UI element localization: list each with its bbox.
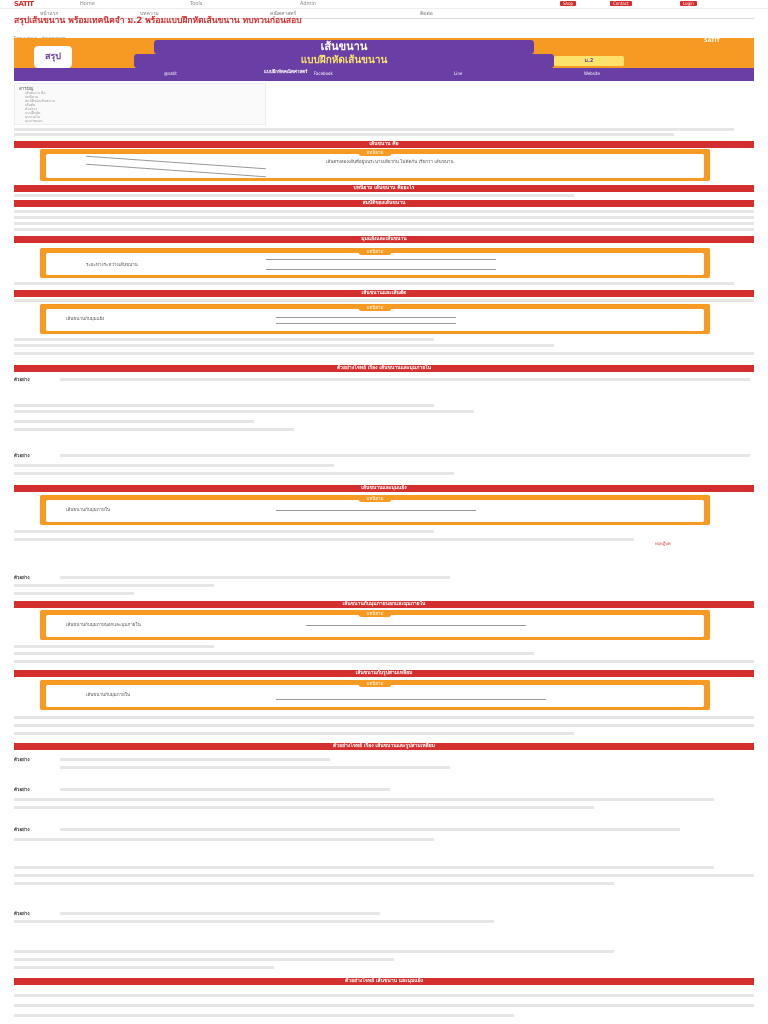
- topbar-link[interactable]: Home: [80, 1, 95, 7]
- example-label: ตัวอย่าง: [14, 758, 30, 763]
- banner-grade-tag: ม.2: [554, 56, 624, 66]
- definition-box: [40, 680, 710, 710]
- definition-body: [46, 253, 704, 275]
- definition-text: เส้นขนานกับมุมภายนอกและมุมภายใน: [66, 623, 141, 628]
- nav-item-contact[interactable]: ติดต่อ: [420, 11, 433, 17]
- text-line: [14, 950, 614, 953]
- diagram-line: [276, 323, 456, 324]
- example-label: ตัวอย่าง: [14, 788, 30, 793]
- section-header: [14, 365, 754, 372]
- text-line: [14, 228, 754, 231]
- page-title: สรุปเส้นขนาน พร้อมเทคนิคจำ ม.2 พร้อมแบบฝึกหัดเส้นขนาน ทบทวนก่อนสอบ: [14, 16, 302, 26]
- text-line: [14, 282, 734, 285]
- table-of-contents: [14, 83, 266, 125]
- definition-body: [46, 309, 704, 331]
- text-line: [14, 592, 134, 595]
- toc-link[interactable]: สมบัติของเส้นขนาน: [25, 99, 56, 103]
- definition-label: บทนิยาม: [358, 610, 391, 617]
- text-line: [14, 1004, 754, 1007]
- text-line: [14, 420, 254, 423]
- toc-link[interactable]: เส้นขนาน คือ: [25, 91, 46, 95]
- definition-label: บทนิยาม: [358, 149, 391, 156]
- shop-button[interactable]: Shop: [560, 1, 576, 6]
- text-line: [14, 732, 574, 735]
- text-line: [60, 788, 390, 791]
- banner-social: Facebook: [314, 71, 333, 76]
- text-line: [14, 128, 734, 131]
- diagram-line: [276, 317, 456, 318]
- section-title: เส้นขนานและเส้นตัด: [361, 290, 407, 296]
- text-line: [14, 584, 214, 587]
- section-title: ตัวอย่างโจทย์ เส้นขนาน และมุมแย้ง: [345, 978, 423, 984]
- banner-caption: แบบฝึกหัดคณิตศาสตร์: [264, 70, 308, 75]
- text-line: [14, 838, 434, 841]
- text-line: [14, 530, 434, 533]
- example-label: ตัวอย่าง: [14, 828, 30, 833]
- definition-text: เส้นตรงสองเส้นที่อยู่บนระนาบเดียวกัน ไม่ตัดกัน เรียกว่า เส้นขนาน: [326, 160, 454, 165]
- text-line: [14, 194, 574, 197]
- section-header: [14, 485, 754, 492]
- definition-label: บทนิยาม: [358, 248, 391, 255]
- definition-label: บทนิยาม: [358, 495, 391, 502]
- text-line: [14, 299, 754, 302]
- text-line: [60, 378, 750, 381]
- text-line: [14, 882, 614, 885]
- text-line: [14, 652, 534, 655]
- text-line: [14, 966, 274, 969]
- text-line: [14, 994, 754, 997]
- section-title: เส้นขนาน คือ: [369, 141, 399, 147]
- toc-link[interactable]: ตัวอย่าง: [25, 107, 38, 111]
- text-line: [14, 806, 594, 809]
- theorem-tag: ทฤษฎีบท: [655, 541, 671, 546]
- text-line: [14, 716, 754, 719]
- section-header: [14, 978, 754, 985]
- definition-text: เส้นขนานกับมุมภายใน: [66, 508, 111, 513]
- section-header: [14, 141, 754, 148]
- text-line: [14, 404, 434, 407]
- toc-link[interactable]: มุมภายนอก: [25, 119, 43, 123]
- text-line: [14, 210, 754, 213]
- section-title: ตัวอย่างโจทย์ เรื่อง เส้นขนานและรูปสามเหลี่ยม: [333, 743, 435, 749]
- banner-social: Website: [584, 71, 600, 76]
- definition-box: [40, 248, 710, 278]
- section-title: บทนิยาม เส้นขนาน คืออะไร: [353, 185, 415, 191]
- section-header: [14, 185, 754, 192]
- toc-link[interactable]: มุมภายใน: [25, 115, 41, 119]
- diagram-line: [306, 625, 526, 626]
- section-title: เส้นขนานกับมุมภายนอกและมุมภายใน: [342, 601, 426, 607]
- banner-headline: เส้นขนาน: [154, 40, 534, 54]
- section-title: เส้นขนานและมุมแย้ง: [361, 485, 407, 491]
- banner-subheadline: แบบฝึกหัดเส้นขนาน: [134, 54, 554, 68]
- section-header: [14, 200, 754, 207]
- text-line: [14, 1014, 514, 1017]
- text-line: [14, 645, 214, 648]
- site-logo[interactable]: SATIT: [14, 0, 34, 8]
- banner-social: Line: [454, 71, 463, 76]
- text-line: [14, 538, 634, 541]
- example-label: ตัวอย่าง: [14, 576, 30, 581]
- login-button[interactable]: Login: [680, 1, 697, 6]
- text-line: [60, 828, 680, 831]
- definition-body: [46, 615, 704, 637]
- text-line: [60, 758, 330, 761]
- definition-box: [40, 610, 710, 640]
- section-title: เส้นขนานกับรูปสามเหลี่ยม: [355, 670, 413, 676]
- definition-text: ระยะห่างระหว่างเส้นขนาน: [86, 263, 138, 268]
- diagram-line: [276, 510, 476, 511]
- hero-banner: [14, 38, 754, 81]
- nav-item-math[interactable]: คณิตศาสตร์: [270, 11, 297, 17]
- text-line: [14, 958, 394, 961]
- diagram-line: [266, 269, 496, 270]
- text-line: [60, 766, 450, 769]
- section-title: ตัวอย่างโจทย์ เรื่อง เส้นขนานและมุมภายใน: [336, 365, 432, 371]
- banner-summary-badge: สรุป: [34, 46, 72, 68]
- text-line: [14, 133, 674, 136]
- text-line: [60, 912, 380, 915]
- definition-box: [40, 304, 710, 334]
- text-line: [60, 454, 750, 457]
- text-line: [14, 866, 714, 869]
- definition-body: [46, 500, 704, 522]
- diagram-line: [86, 156, 266, 170]
- toc-title: สารบัญ: [19, 87, 34, 92]
- nav-item-articles[interactable]: บทความ: [140, 11, 159, 17]
- section-header: [14, 236, 754, 243]
- text-line: [14, 724, 754, 727]
- toc-link[interactable]: แบบฝึกหัด: [25, 111, 41, 115]
- topbar-link[interactable]: Admin: [300, 1, 316, 7]
- text-line: [14, 874, 754, 877]
- banner-social: @satit: [164, 71, 177, 76]
- text-line: [14, 660, 754, 663]
- text-line: [14, 472, 454, 475]
- text-line: [14, 222, 754, 225]
- example-label: ตัวอย่าง: [14, 454, 30, 459]
- definition-box: [40, 495, 710, 525]
- text-line: [14, 338, 434, 341]
- text-line: [14, 464, 334, 467]
- definition-body: [46, 685, 704, 707]
- top-bar: [0, 0, 768, 9]
- section-header: [14, 601, 754, 608]
- text-line: [60, 576, 450, 579]
- diagram-line: [276, 699, 546, 700]
- definition-box: [40, 149, 710, 181]
- section-title: สมบัติของเส้นขนาน: [362, 200, 406, 206]
- toc-link[interactable]: เส้นตัด: [25, 103, 36, 107]
- banner-stripe: [14, 68, 754, 81]
- toc-link[interactable]: บทนิยาม: [25, 95, 39, 99]
- text-line: [14, 920, 494, 923]
- section-header: [14, 670, 754, 677]
- section-header: [14, 743, 754, 750]
- text-line: [14, 216, 754, 219]
- banner-brand: SATIT: [704, 38, 720, 44]
- example-label: ตัวอย่าง: [14, 912, 30, 917]
- nav-item-home[interactable]: หน้าแรก: [40, 11, 59, 17]
- example-label: ตัวอย่าง: [14, 378, 30, 383]
- definition-text: เส้นขนานกับมุมแย้ง: [66, 317, 105, 322]
- definition-text: เส้นขนานกับมุมภายใน: [86, 693, 131, 698]
- text-line: [14, 344, 554, 347]
- topbar-link[interactable]: Tools: [190, 1, 203, 7]
- section-header: [14, 290, 754, 297]
- section-title: มุมแย้งและเส้นขนาน: [361, 236, 407, 242]
- text-line: [14, 428, 294, 431]
- text-line: [14, 798, 714, 801]
- diagram-line: [266, 259, 496, 260]
- text-line: [14, 352, 754, 355]
- definition-label: บทนิยาม: [358, 304, 391, 311]
- definition-body: [46, 154, 704, 178]
- contact-button[interactable]: Contact: [610, 1, 632, 6]
- text-line: [14, 410, 474, 413]
- definition-label: บทนิยาม: [358, 680, 391, 687]
